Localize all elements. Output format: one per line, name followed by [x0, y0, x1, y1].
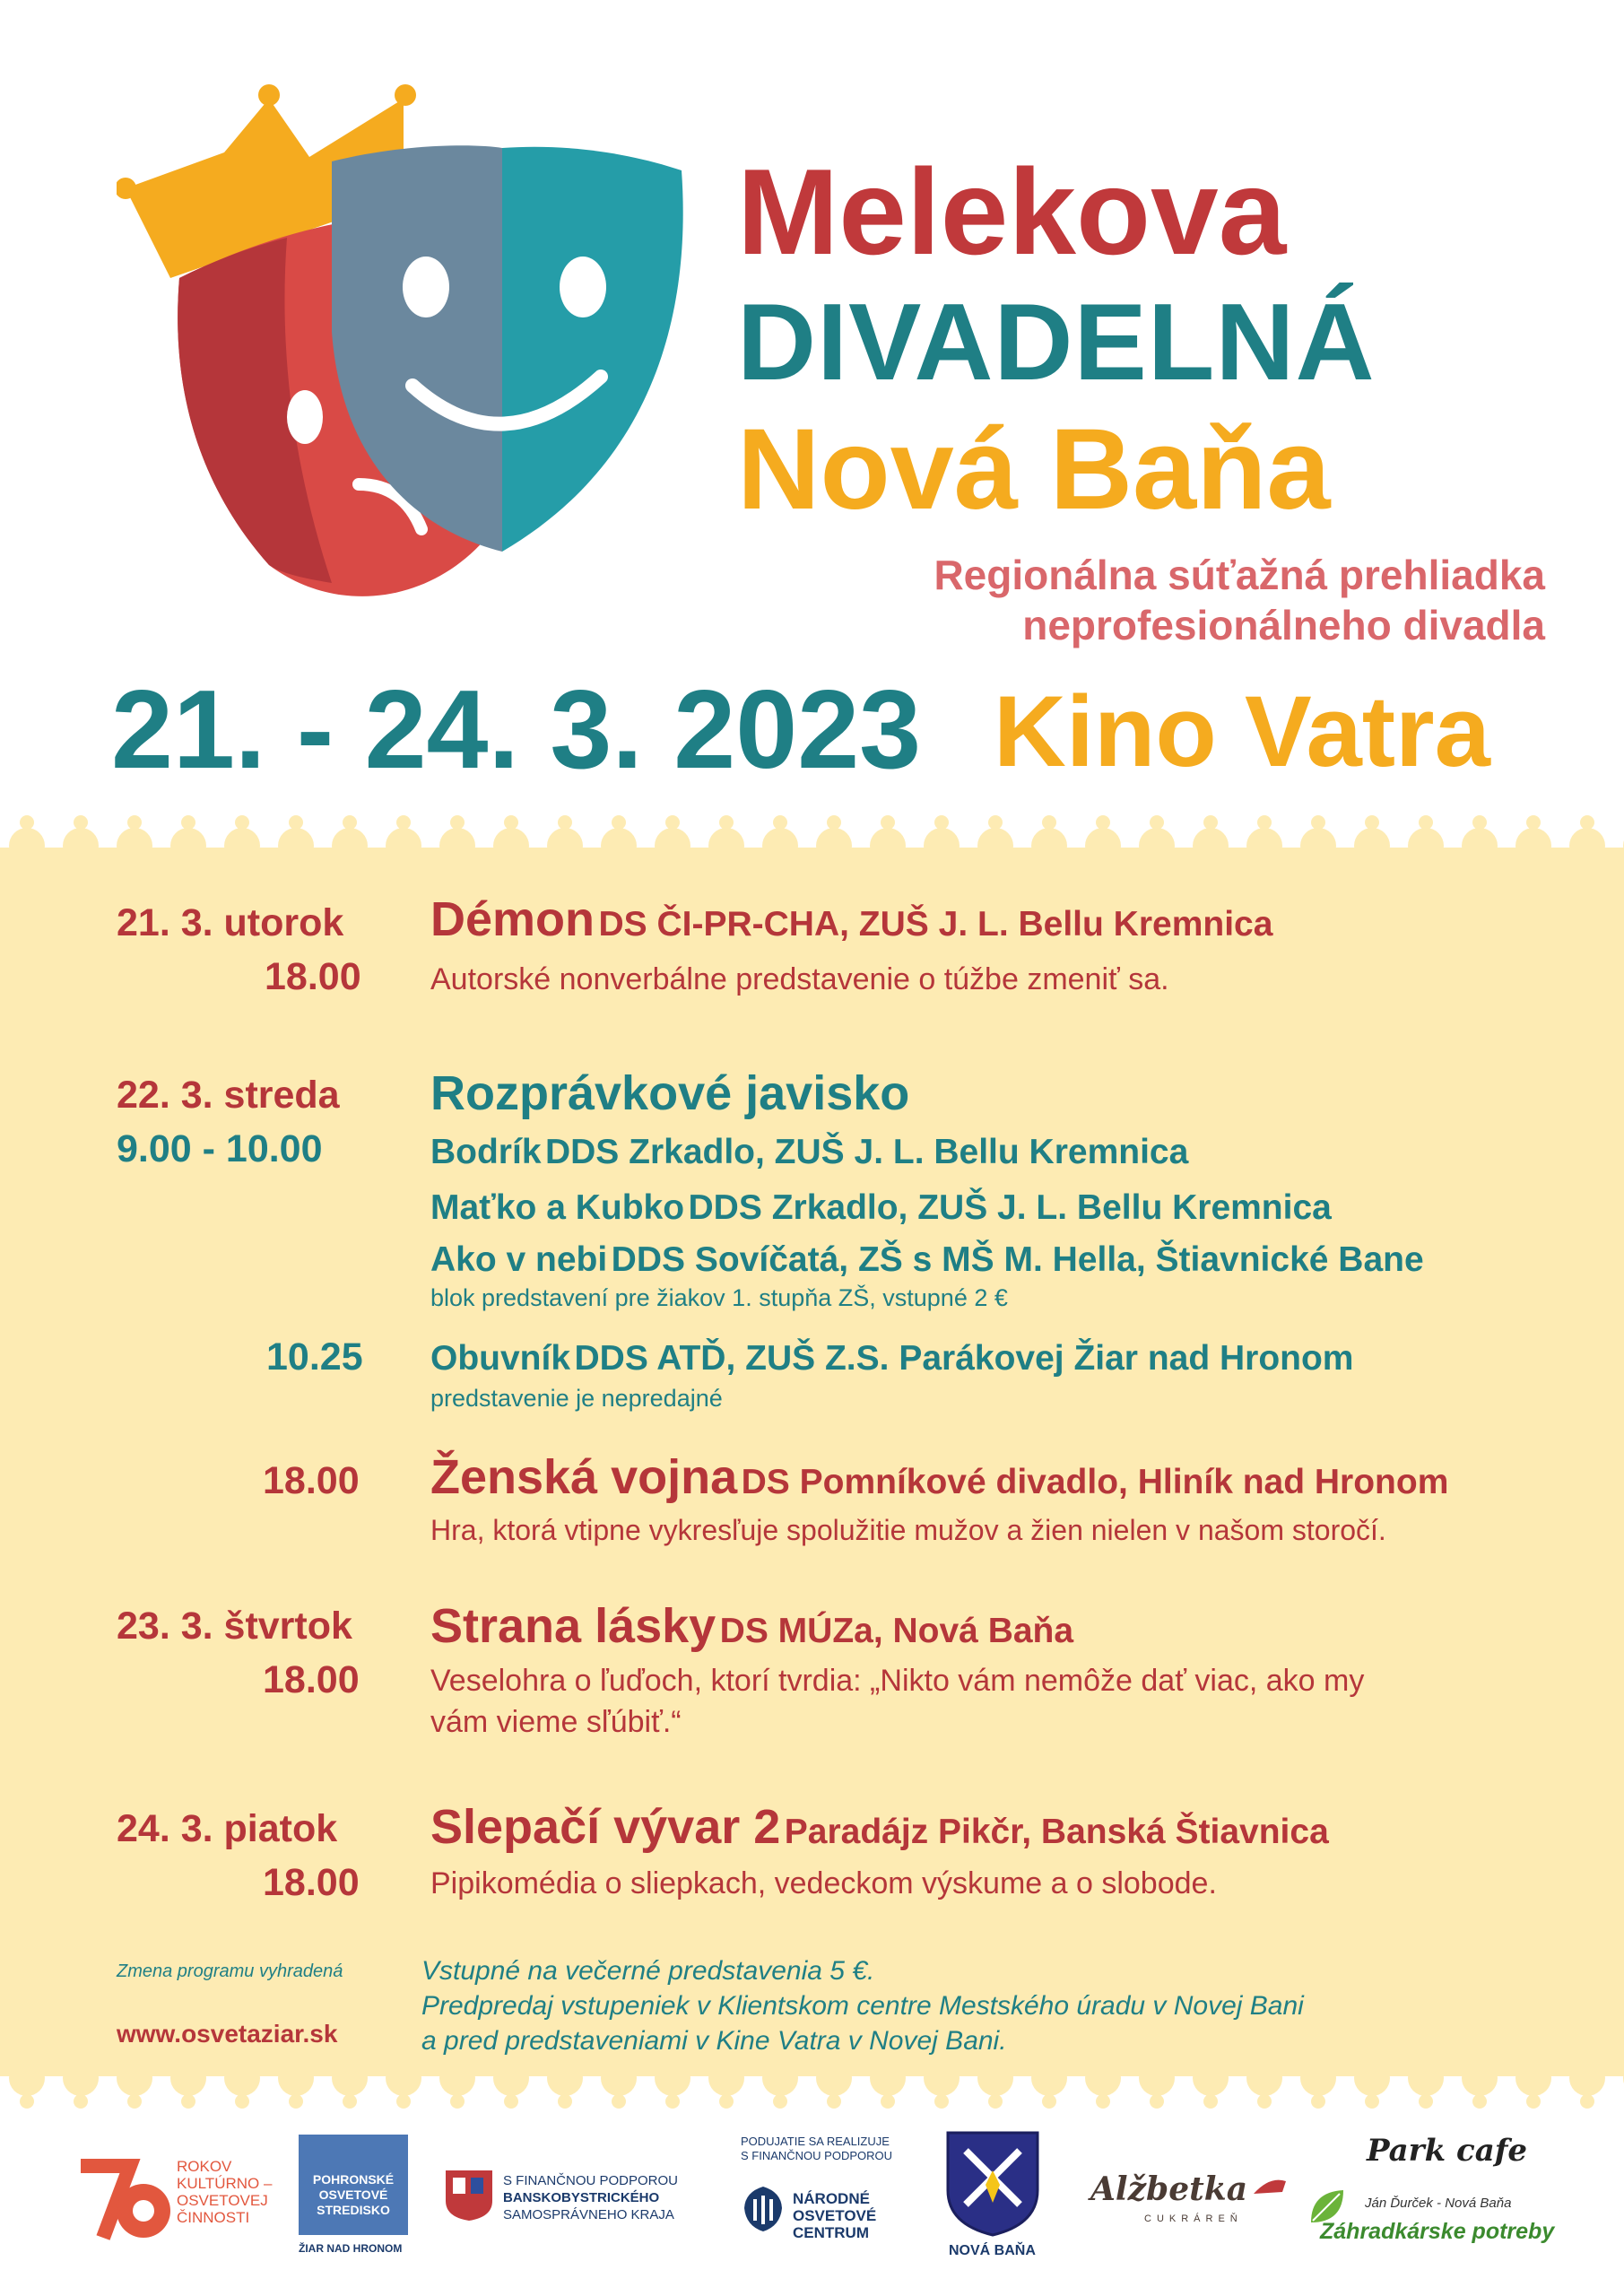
logo6-text: Alžbetka [1090, 2170, 1248, 2208]
day2-show2-title: Maťko a Kubko [430, 1188, 685, 1227]
day2-block-note: blok predstavení pre žiakov 1. stupňa ZŠ, vstupné 2 € [430, 1284, 1008, 1311]
logo1-text4: ČINNOSTI [177, 2209, 250, 2226]
day1-group: DS ČI-PR-CHA, ZUŠ J. L. Bellu Kremnica [598, 905, 1273, 944]
day2-show2 [430, 1190, 1332, 1225]
day2-show5-title: Ženská vojna [430, 1450, 738, 1504]
logo2-text3: STREDISKO [317, 2203, 390, 2217]
logo3-text3: SAMOSPRÁVNEHO KRAJA [503, 2207, 674, 2222]
day4-description: Pipikomédia o sliepkach, vedeckom výskume a o slobode. [430, 1866, 1217, 1900]
day3-description [430, 1661, 1364, 1744]
day2-show3-title: Ako v nebi [430, 1240, 608, 1279]
subtitle-line2: neprofesionálneho divadla [1022, 602, 1545, 648]
nova-bana-shield-icon [946, 2131, 1039, 2237]
logo1-text3: OSVETOVEJ [177, 2192, 268, 2209]
noc-emblem-icon [741, 2185, 786, 2233]
logo4-top2: S FINANČNOU PODPOROU [741, 2149, 893, 2162]
festival-dates: 21. - 24. 3. 2023 [111, 668, 922, 792]
day4-group: Paradájz Pikčr, Banská Štiavnica [784, 1813, 1329, 1851]
logo4-top1: PODUJATIE SA REALIZUJE [741, 2135, 890, 2148]
ticket-info-line1: Vstupné na večerné predstavenia 5 €. [421, 1956, 875, 1986]
day2-show1-title: Bodrík [430, 1133, 542, 1171]
logo4-text1: NÁRODNÉ [793, 2190, 870, 2207]
day3-time: 18.00 [263, 1658, 360, 1701]
subtitle-line1: Regionálna súťažná prehliadka [934, 552, 1545, 598]
day1-label: 21. 3. utorok [117, 901, 344, 944]
logo8-text: Záhradkárske potreby [1320, 2219, 1555, 2244]
day4-time: 18.00 [263, 1861, 360, 1904]
logo2-text2: OSVETOVÉ [318, 2187, 388, 2202]
program-change-note: Zmena programu vyhradená [117, 1961, 343, 1981]
day2-time2: 10.25 [266, 1335, 363, 1378]
day2-show1-group: DDS Zrkadlo, ZUŠ J. L. Bellu Kremnica [544, 1133, 1189, 1171]
day2-time: 9.00 - 10.00 [117, 1127, 323, 1170]
day2-show4-note: predstavenie je nepredajné [430, 1385, 723, 1412]
festival-title-line2: DIVADELNÁ [737, 281, 1376, 403]
coat-of-arms-icon [444, 2169, 494, 2222]
theatre-masks-logo [117, 63, 690, 628]
day1-title: Démon [430, 892, 595, 946]
logo4-text3: CENTRUM [793, 2224, 869, 2241]
logo1-text1: ROKOV [177, 2158, 232, 2175]
day3-group: DS MÚZa, Nová Baňa [719, 1612, 1074, 1650]
ticket-info-line3: a pred predstaveniami v Kine Vatra v Novej Bani. [421, 2026, 1007, 2056]
day2-show5-group: DS Pomníkové divadlo, Hliník nad Hronom [741, 1463, 1449, 1501]
day2-block-title: Rozprávkové javisko [430, 1066, 910, 1120]
day4-label: 24. 3. piatok [117, 1807, 338, 1850]
day3-title: Strana lásky [430, 1599, 716, 1653]
logo4-text2: OSVETOVÉ [793, 2207, 877, 2224]
day2-time3: 18.00 [263, 1459, 360, 1502]
day3-event [430, 1599, 1074, 1653]
day2-show5-description: Hra, ktorá vtipne vykresľuje spolužitie mužov a žien nielen v našom storočí. [430, 1514, 1386, 1546]
logo5-text: NOVÁ BAŇA [949, 2243, 1036, 2258]
seventy-icon [76, 2152, 175, 2251]
logo-70-years [76, 2152, 273, 2251]
day2-show4 [430, 1341, 1353, 1376]
day3-label: 23. 3. štvrtok [117, 1605, 352, 1648]
logo-bbsk [444, 2169, 713, 2231]
day1-time: 18.00 [265, 955, 361, 998]
logo-alzbetka [1090, 2170, 1306, 2242]
festival-subtitle [934, 550, 1545, 650]
day3-description-line2: vám vieme sľúbiť.“ [430, 1704, 682, 1739]
logo3-text1: S FINANČNOU PODPOROU [503, 2173, 679, 2188]
website-link[interactable]: www.osvetaziar.sk [117, 2020, 338, 2048]
scallop-bottom-border [0, 2058, 1624, 2121]
day2-show5 [430, 1450, 1449, 1504]
logo6-sub: CUKRÁREŇ [1144, 2213, 1243, 2224]
logo3-text2: BANSKOBYSTRICKÉHO [503, 2190, 660, 2205]
day2-show3-group: DDS Sovíčatá, ZŠ s MŠ M. Hella, Štiavnické Bane [611, 1240, 1424, 1279]
logo-pohronske-stredisko [299, 2135, 408, 2260]
day2-show2-group: DDS Zrkadlo, ZUŠ J. L. Bellu Kremnica [688, 1188, 1332, 1227]
pastry-icon [1252, 2174, 1288, 2201]
festival-title-line1: Melekova [737, 144, 1287, 280]
ticket-info-line2: Predpredaj vstupeniek v Klientskom centre Mestského úradu v Novej Bani [421, 1991, 1304, 2021]
logo2-text4: ŽIAR NAD HRONOM [299, 2242, 403, 2255]
day2-show3 [430, 1242, 1424, 1277]
logo2-text1: POHRONSKÉ [312, 2172, 395, 2187]
logo-park-cafe: Park cafe [1367, 2133, 1527, 2169]
logo-narodne-osvetove-centrum [741, 2135, 920, 2260]
day4-event [430, 1800, 1329, 1854]
day2-show4-title: Obuvník [430, 1339, 571, 1378]
scallop-top-border [0, 803, 1624, 865]
day3-description-line1: Veselohra o ľuďoch, ktorí tvrdia: „Nikto vám nemôže dať viac, ako my [430, 1664, 1365, 1698]
logo-zahradkarske-potreby [1307, 2187, 1555, 2267]
day2-show1 [430, 1135, 1188, 1170]
festival-venue: Kino Vatra [994, 675, 1490, 787]
day1-event [430, 892, 1273, 946]
logo1-text2: KULTÚRNO – [177, 2175, 273, 2192]
ticket-info [421, 1953, 1304, 2058]
logo-nova-bana [943, 2131, 1042, 2262]
day2-label: 22. 3. streda [117, 1074, 340, 1117]
day4-title: Slepačí vývar 2 [430, 1800, 781, 1854]
day2-show4-group: DDS ATĎ, ZUŠ Z.S. Parákovej Žiar nad Hronom [574, 1339, 1354, 1378]
day1-description: Autorské nonverbálne predstavenie o túžbe zmeniť sa. [430, 962, 1169, 996]
festival-title-line3: Nová Baňa [737, 405, 1331, 534]
logo8-top: Ján Ďurček - Nová Baňa [1365, 2196, 1512, 2211]
